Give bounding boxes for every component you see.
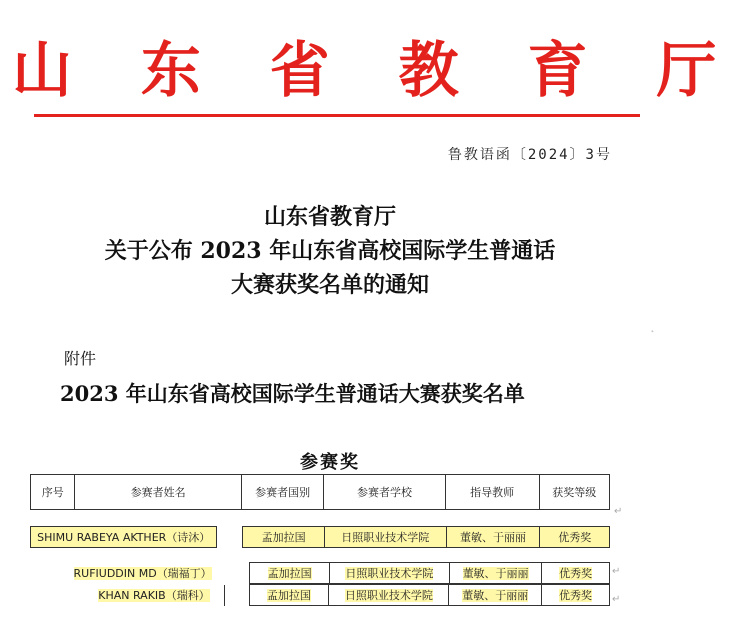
cell-spacer (224, 585, 249, 606)
cell-spacer (226, 563, 250, 584)
table-row (30, 562, 610, 584)
table-row (30, 584, 610, 606)
participant-name-text: RUFIUDDIN MD（瑞福丁） (73, 567, 212, 580)
edit-marker-icon: ˛ (650, 322, 655, 333)
award-level-text: 优秀奖 (559, 589, 593, 602)
participant-country-text: 孟加拉国 (267, 567, 312, 580)
instructor-names-text: 董敏、于丽丽 (462, 589, 529, 602)
participant-country: 孟加拉国 (243, 527, 324, 548)
award-level (542, 563, 610, 584)
award-level (542, 585, 610, 606)
annex-label: 附件 (64, 349, 97, 368)
annex-title: 2023 年山东省高校国际学生普通话大赛获奖名单 (60, 381, 525, 406)
participant-school (329, 585, 449, 606)
participant-name: SHIMU RABEYA AKTHER（诗沐） (31, 527, 217, 548)
participant-school (329, 563, 449, 584)
paragraph-mark-icon: ↵ (612, 594, 621, 605)
red-divider-line (34, 114, 640, 117)
paragraph-mark-icon: ↵ (612, 566, 621, 577)
award-category-caption: 参赛奖 (300, 452, 360, 473)
participant-school-text: 日照职业技术学院 (345, 567, 434, 580)
table-row (30, 526, 610, 548)
column-header-country: 参赛者国别 (241, 475, 323, 510)
paragraph-mark-icon: ↵ (614, 506, 623, 517)
notice-title (0, 200, 660, 302)
participant-country (250, 563, 330, 584)
notice-title-line-2: 关于公布 2023 年山东省高校国际学生普通话 (104, 238, 556, 264)
column-header-teacher: 指导教师 (445, 475, 539, 510)
column-header-award-level: 获奖等级 (539, 475, 609, 510)
document-number: 鲁教语函〔2024〕3号 (447, 147, 612, 163)
notice-title-line-3: 大赛获奖名单的通知 (230, 272, 429, 298)
cell-spacer (217, 527, 243, 548)
participant-name (30, 585, 224, 606)
instructor-names (449, 585, 542, 606)
participant-school-text: 日照职业技术学院 (344, 589, 433, 602)
award-level-text: 优秀奖 (559, 567, 593, 580)
participant-name-text: KHAN RAKIB（瑞科） (98, 589, 210, 602)
column-header-index: 序号 (31, 475, 75, 510)
award-table-header (30, 474, 610, 510)
participant-country-text: 孟加拉国 (266, 589, 311, 602)
instructor-names: 董敏、于丽丽 (446, 527, 540, 548)
participant-name (30, 563, 226, 584)
award-level: 优秀奖 (540, 527, 610, 548)
issuing-authority-header: 山 东 省 教 育 厅 (12, 36, 740, 106)
instructor-names-text: 董敏、于丽丽 (462, 567, 529, 580)
column-header-school: 参赛者学校 (324, 475, 445, 510)
participant-country (249, 585, 329, 606)
column-header-name: 参赛者姓名 (75, 475, 241, 510)
instructor-names (449, 563, 541, 584)
participant-school: 日照职业技术学院 (324, 527, 446, 548)
notice-title-line-1: 山东省教育厅 (263, 204, 396, 230)
